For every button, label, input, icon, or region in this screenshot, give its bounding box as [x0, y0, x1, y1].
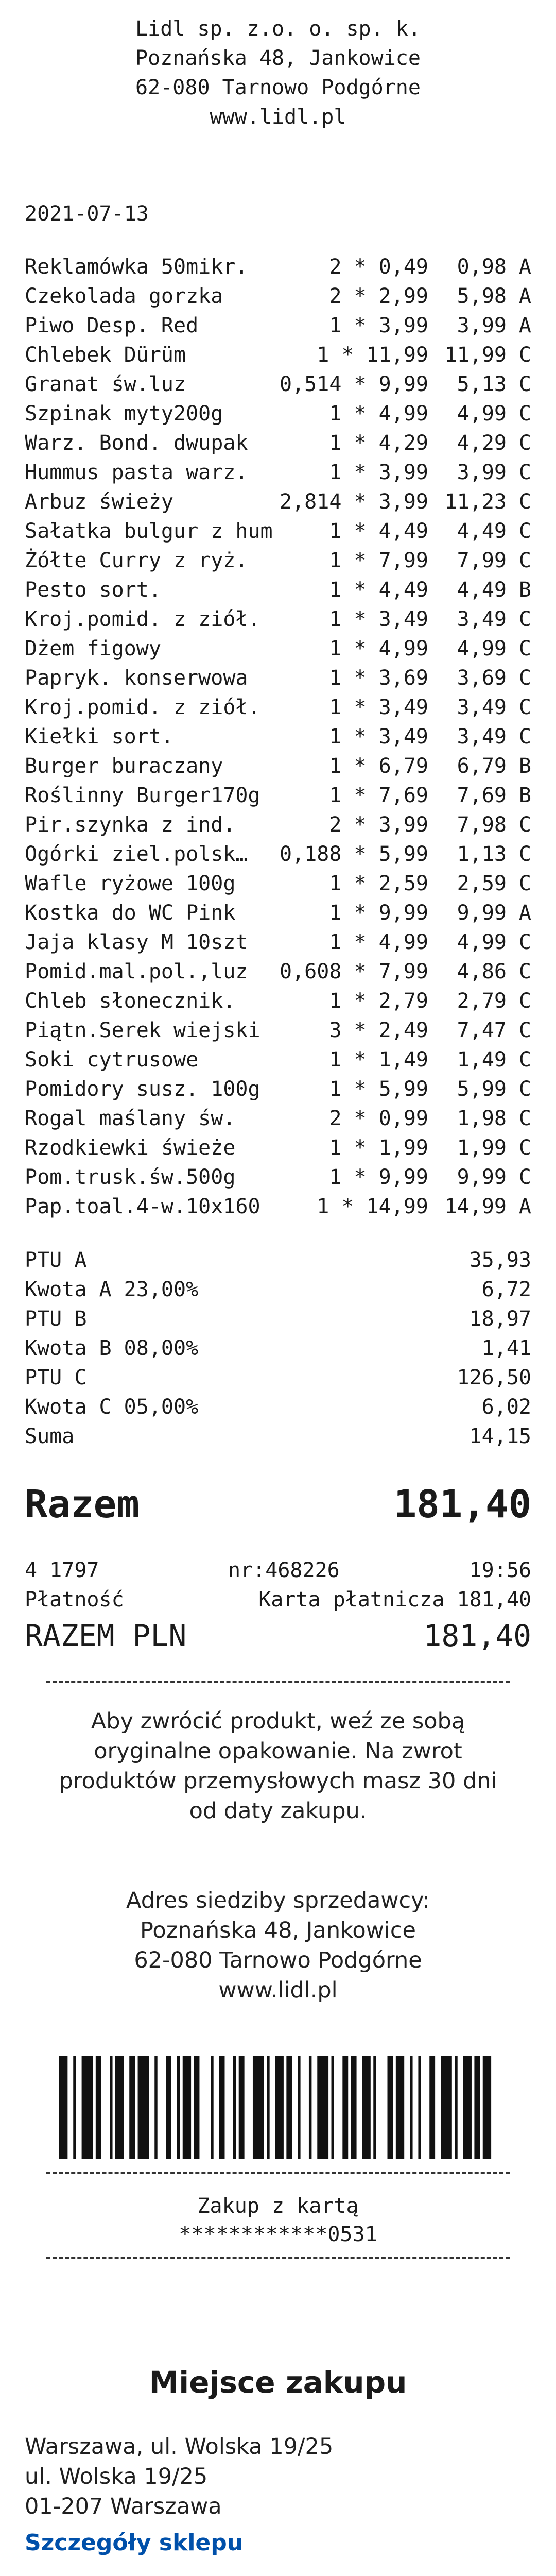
- item-quantity-price: 1 * 6,79: [329, 754, 428, 778]
- item-total: 4,86: [457, 960, 507, 984]
- item-total: 4,99: [457, 402, 507, 426]
- card-purchase-label: Zakup z kartą: [197, 2194, 359, 2218]
- barcode-bar: [219, 2056, 225, 2159]
- item-name: Piątn.Serek wiejski: [25, 1019, 260, 1042]
- item-vat: C: [518, 549, 531, 572]
- tax-label: Kwota A 23,00%: [25, 1278, 199, 1301]
- tax-row: [25, 1275, 531, 1304]
- payment-label: Płatność: [25, 1588, 124, 1612]
- tax-summary: [25, 1246, 531, 1451]
- item-quantity-price: 1 * 3,99: [329, 314, 428, 337]
- item-vat: C: [518, 1136, 531, 1160]
- item-total: 2,79: [457, 989, 507, 1013]
- item-vat: C: [518, 813, 531, 837]
- barcode-bar: [418, 2056, 421, 2159]
- receipt-item: [25, 458, 531, 487]
- store-details-link[interactable]: Szczegóły sklepu: [25, 2530, 244, 2556]
- item-vat: C: [518, 1107, 531, 1130]
- item-list: [25, 252, 531, 1222]
- receipt-item: [25, 810, 531, 840]
- item-quantity-price: 1 * 2,79: [329, 989, 428, 1013]
- tax-value: 35,93: [469, 1248, 531, 1272]
- divider: [46, 1681, 510, 1683]
- item-vat: C: [518, 725, 531, 749]
- store-address-line: Warszawa, ul. Wolska 19/25: [25, 2434, 334, 2460]
- total-value: 181,40: [393, 1482, 531, 1527]
- barcode-bar: [309, 2056, 311, 2159]
- tax-label: Suma: [25, 1425, 75, 1448]
- barcode-bar: [110, 2056, 112, 2159]
- item-name: Pap.toal.4-w.10x160: [25, 1195, 260, 1218]
- receipt-item: [25, 282, 531, 311]
- barcode-bar: [474, 2056, 480, 2159]
- company-street: Poznańska 48, Jankowice: [135, 46, 421, 70]
- receipt-header: [0, 14, 556, 132]
- item-vat: C: [518, 666, 531, 690]
- item-quantity-price: 1 * 3,49: [329, 696, 428, 719]
- receipt-item: [25, 341, 531, 370]
- item-quantity-price: 0,188 * 5,99: [280, 842, 428, 866]
- item-quantity-price: 1 * 9,99: [329, 901, 428, 925]
- transaction-info: [25, 1556, 531, 1615]
- item-name: Wafle ryżowe 100g: [25, 872, 236, 895]
- item-total: 3,99: [457, 461, 507, 484]
- item-vat: C: [518, 989, 531, 1013]
- receipt-item: [25, 928, 531, 957]
- item-vat: A: [518, 284, 531, 308]
- item-vat: C: [518, 1077, 531, 1101]
- item-vat: C: [518, 343, 531, 367]
- barcode-bar: [115, 2056, 124, 2159]
- barcode-bar: [73, 2056, 76, 2159]
- item-quantity-price: 1 * 4,99: [329, 402, 428, 426]
- item-quantity-price: 1 * 5,99: [329, 1077, 428, 1101]
- item-total: 7,99: [457, 549, 507, 572]
- item-quantity-price: 1 * 4,29: [329, 431, 428, 455]
- barcode-bar: [253, 2056, 264, 2159]
- item-total: 4,29: [457, 431, 507, 455]
- terminal-id: 4 1797: [25, 1558, 99, 1582]
- item-total: 11,99: [444, 343, 507, 367]
- item-total: 3,49: [457, 696, 507, 719]
- item-vat: C: [518, 461, 531, 484]
- return-info: Aby zwrócić produkt, weź ze sobą oryginalne opakowanie. Na zwrot produktów przemysłowych masz 30 dni od daty zakupu.: [59, 1708, 497, 1824]
- item-quantity-price: 1 * 3,69: [329, 666, 428, 690]
- barcode-bar: [239, 2056, 245, 2159]
- item-name: Kiełki sort.: [25, 725, 173, 749]
- barcode-bar: [129, 2056, 135, 2159]
- barcode-bar: [166, 2056, 171, 2159]
- tax-label: Kwota B 08,00%: [25, 1336, 199, 1360]
- item-total: 1,49: [457, 1048, 507, 1072]
- item-name: Sałatka bulgur z hum: [25, 519, 273, 543]
- item-total: 7,69: [457, 784, 507, 807]
- item-name: Pir.szynka z ind.: [25, 813, 236, 837]
- tax-row: [25, 1246, 531, 1275]
- item-quantity-price: 1 * 7,69: [329, 784, 428, 807]
- tax-row: [25, 1363, 531, 1393]
- seller-address-line: 62-080 Tarnowo Podgórne: [134, 1947, 422, 1973]
- item-name: Żółte Curry z ryż.: [25, 549, 248, 572]
- item-quantity-price: 0,514 * 9,99: [280, 372, 428, 396]
- item-total: 11,23: [444, 490, 507, 514]
- tax-value: 14,15: [469, 1425, 531, 1448]
- item-vat: C: [518, 607, 531, 631]
- receipt-item: [25, 869, 531, 899]
- receipt-item: [25, 517, 531, 546]
- receipt-item: [25, 1045, 531, 1075]
- seller-address-line: Poznańska 48, Jankowice: [140, 1918, 416, 1943]
- payment-value: Karta płatnicza 181,40: [258, 1588, 531, 1612]
- receipt-item: [25, 311, 531, 341]
- barcode-bar: [96, 2056, 101, 2159]
- item-total: 3,69: [457, 666, 507, 690]
- item-name: Kostka do WC Pink: [25, 901, 236, 925]
- item-quantity-price: 0,608 * 7,99: [280, 960, 428, 984]
- tax-label: Kwota C 05,00%: [25, 1395, 199, 1419]
- item-vat: C: [518, 1019, 531, 1042]
- item-quantity-price: 1 * 7,99: [329, 549, 428, 572]
- item-name: Czekolada gorzka: [25, 284, 223, 308]
- item-vat: A: [518, 901, 531, 925]
- item-quantity-price: 2 * 3,99: [329, 813, 428, 837]
- item-quantity-price: 2 * 2,99: [329, 284, 428, 308]
- total-pln-label: RAZEM PLN: [25, 1618, 187, 1653]
- tax-label: PTU B: [25, 1307, 87, 1331]
- receipt-item: [25, 664, 531, 693]
- receipt-item: [25, 634, 531, 664]
- receipt-item: [25, 399, 531, 429]
- item-vat: C: [518, 1048, 531, 1072]
- item-name: Reklamówka 50mikr.: [25, 255, 248, 279]
- item-quantity-price: 2 * 0,99: [329, 1107, 428, 1130]
- item-total: 5,98: [457, 284, 507, 308]
- barcode-bar: [342, 2056, 348, 2159]
- receipt-item: [25, 1163, 531, 1192]
- item-total: 3,49: [457, 607, 507, 631]
- barcode-bar: [59, 2056, 67, 2159]
- item-vat: B: [518, 578, 531, 602]
- barcode-bar: [429, 2056, 435, 2159]
- item-quantity-price: 1 * 14,99: [317, 1195, 428, 1218]
- barcode-bar: [267, 2056, 269, 2159]
- receipt-item: [25, 575, 531, 605]
- item-total: 7,47: [457, 1019, 507, 1042]
- card-purchase: [0, 2192, 556, 2249]
- seller-address-title: Adres siedziby sprzedawcy:: [126, 1888, 430, 1913]
- divider: [46, 2257, 510, 2259]
- item-total: 4,49: [457, 578, 507, 602]
- item-vat: C: [518, 1165, 531, 1189]
- store-address-line: 01-207 Warszawa: [25, 2494, 222, 2519]
- barcode-bar: [154, 2056, 157, 2159]
- barcode-bar: [275, 2056, 284, 2159]
- item-vat: C: [518, 519, 531, 543]
- receipt-item: [25, 1133, 531, 1163]
- item-name: Pomid.mal.pol.,luz: [25, 960, 248, 984]
- item-vat: B: [518, 784, 531, 807]
- item-quantity-price: 1 * 4,99: [329, 930, 428, 954]
- receipt-item: [25, 546, 531, 575]
- item-vat: A: [518, 255, 531, 279]
- item-vat: B: [518, 754, 531, 778]
- tax-label: PTU A: [25, 1248, 87, 1272]
- item-name: Roślinny Burger170g: [25, 784, 260, 807]
- receipt-item: [25, 1104, 531, 1133]
- item-name: Arbuz świeży: [25, 490, 173, 514]
- item-total: 3,99: [457, 314, 507, 337]
- receipt-item: [25, 752, 531, 781]
- store-address: [25, 2432, 333, 2521]
- receipt-item: [25, 429, 531, 458]
- receipt-item: [25, 605, 531, 634]
- item-total: 7,98: [457, 813, 507, 837]
- item-name: Chlebek Dürüm: [25, 343, 186, 367]
- receipt-item: [25, 899, 531, 928]
- barcode-bar: [183, 2056, 191, 2159]
- item-vat: C: [518, 872, 531, 895]
- item-quantity-price: 1 * 3,99: [329, 461, 428, 484]
- item-name: Dżem figowy: [25, 637, 161, 660]
- item-name: Rzodkiewki świeże: [25, 1136, 236, 1160]
- item-quantity-price: 1 * 4,49: [329, 519, 428, 543]
- tax-value: 6,72: [481, 1278, 531, 1301]
- item-quantity-price: 3 * 2,49: [329, 1019, 428, 1042]
- item-total: 5,99: [457, 1077, 507, 1101]
- barcode-bar: [286, 2056, 292, 2159]
- barcode-bar: [441, 2056, 452, 2159]
- item-vat: A: [518, 314, 531, 337]
- item-total: 3,49: [457, 725, 507, 749]
- receipt-item: [25, 1016, 531, 1045]
- item-vat: C: [518, 402, 531, 426]
- barcode-bar: [82, 2056, 93, 2159]
- barcode-bar: [194, 2056, 200, 2159]
- item-vat: C: [518, 696, 531, 719]
- tax-row: [25, 1334, 531, 1363]
- item-name: Pomidory susz. 100g: [25, 1077, 260, 1101]
- item-total: 4,99: [457, 637, 507, 660]
- total-pln-value: 181,40: [423, 1618, 531, 1653]
- seller-address-line: www.lidl.pl: [218, 1977, 338, 2003]
- card-number: ************0531: [179, 2223, 377, 2246]
- item-total: 9,99: [457, 1165, 507, 1189]
- item-name: Rogal maślany św.: [25, 1107, 236, 1130]
- barcode-bar: [455, 2056, 457, 2159]
- barcode-bar: [483, 2056, 491, 2159]
- barcode-bar: [332, 2056, 334, 2159]
- item-vat: C: [518, 930, 531, 954]
- company-name: Lidl sp. z.o. o. sp. k.: [135, 17, 421, 41]
- item-name: Pom.trusk.św.500g: [25, 1165, 236, 1189]
- item-total: 4,49: [457, 519, 507, 543]
- tax-value: 1,41: [481, 1336, 531, 1360]
- item-total: 14,99: [444, 1195, 507, 1218]
- barcode: [59, 2056, 497, 2159]
- item-quantity-price: 2 * 0,49: [329, 255, 428, 279]
- item-total: 4,99: [457, 930, 507, 954]
- item-name: Hummus pasta warz.: [25, 461, 248, 484]
- item-name: Jaja klasy M 10szt: [25, 930, 248, 954]
- item-vat: C: [518, 960, 531, 984]
- barcode-bar: [317, 2056, 328, 2159]
- item-total: 5,13: [457, 372, 507, 396]
- item-total: 6,79: [457, 754, 507, 778]
- total-pln-row: [25, 1618, 531, 1654]
- total-label: Razem: [25, 1482, 140, 1527]
- store-address-line: ul. Wolska 19/25: [25, 2464, 208, 2489]
- item-quantity-price: 1 * 4,49: [329, 578, 428, 602]
- receipt-item: [25, 840, 531, 869]
- seller-address: [46, 1886, 510, 2005]
- barcode-bar: [298, 2056, 300, 2159]
- tax-row: [25, 1393, 531, 1422]
- item-name: Kroj.pomid. z ziół.: [25, 607, 260, 631]
- receipt-item: [25, 1075, 531, 1104]
- item-name: Warz. Bond. dwupak: [25, 431, 248, 455]
- barcode-bar: [233, 2056, 236, 2159]
- item-name: Szpinak myty200g: [25, 402, 223, 426]
- tax-value: 6,02: [481, 1395, 531, 1419]
- total-row: [25, 1479, 531, 1530]
- item-total: 1,13: [457, 842, 507, 866]
- item-vat: C: [518, 372, 531, 396]
- barcode-bar: [396, 2056, 404, 2159]
- barcode-bar: [351, 2056, 357, 2159]
- item-total: 0,98: [457, 255, 507, 279]
- item-quantity-price: 1 * 11,99: [317, 343, 428, 367]
- item-quantity-price: 1 * 1,99: [329, 1136, 428, 1160]
- tax-row: [25, 1304, 531, 1334]
- item-name: Ogórki ziel.polsk…: [25, 842, 248, 866]
- receipt-item: [25, 722, 531, 752]
- transaction-time: 19:56: [469, 1558, 531, 1582]
- item-name: Soki cytrusowe: [25, 1048, 199, 1072]
- receipt-item: [25, 1192, 531, 1222]
- item-vat: C: [518, 842, 531, 866]
- receipt-item: [25, 957, 531, 987]
- receipt-item: [25, 252, 531, 282]
- receipt-item: [25, 487, 531, 517]
- item-vat: C: [518, 431, 531, 455]
- item-vat: C: [518, 637, 531, 660]
- item-vat: A: [518, 1195, 531, 1218]
- item-name: Burger buraczany: [25, 754, 223, 778]
- receipt-date: 2021-07-13: [25, 202, 149, 226]
- item-total: 2,59: [457, 872, 507, 895]
- barcode-bar: [463, 2056, 472, 2159]
- item-total: 1,98: [457, 1107, 507, 1130]
- item-vat: C: [518, 490, 531, 514]
- purchase-place-title: Miejsce zakupu: [149, 2365, 407, 2400]
- item-quantity-price: 1 * 3,49: [329, 725, 428, 749]
- tax-row: [25, 1422, 531, 1451]
- barcode-bar: [362, 2056, 370, 2159]
- barcode-bar: [211, 2056, 213, 2159]
- barcode-bar: [410, 2056, 412, 2159]
- item-quantity-price: 1 * 4,99: [329, 637, 428, 660]
- barcode-bar: [177, 2056, 180, 2159]
- receipt-item: [25, 781, 531, 810]
- item-total: 9,99: [457, 901, 507, 925]
- company-website: www.lidl.pl: [210, 105, 346, 129]
- tax-label: PTU C: [25, 1366, 87, 1389]
- item-quantity-price: 2,814 * 3,99: [280, 490, 428, 514]
- item-name: Pesto sort.: [25, 578, 161, 602]
- item-total: 1,99: [457, 1136, 507, 1160]
- item-name: Chleb słonecznik.: [25, 989, 236, 1013]
- receipt-item: [25, 987, 531, 1016]
- tax-value: 126,50: [457, 1366, 531, 1389]
- item-name: Piwo Desp. Red: [25, 314, 199, 337]
- receipt-item: [25, 370, 531, 399]
- item-name: Granat św.luz: [25, 372, 186, 396]
- company-city: 62-080 Tarnowo Podgórne: [135, 76, 421, 99]
- item-quantity-price: 1 * 2,59: [329, 872, 428, 895]
- item-name: Kroj.pomid. z ziół.: [25, 696, 260, 719]
- receipt-item: [25, 693, 531, 722]
- barcode-bar: [373, 2056, 376, 2159]
- barcode-bar: [138, 2056, 149, 2159]
- barcode-bar: [388, 2056, 393, 2159]
- tax-value: 18,97: [469, 1307, 531, 1331]
- item-quantity-price: 1 * 9,99: [329, 1165, 428, 1189]
- receipt-number: nr:468226: [228, 1558, 340, 1582]
- item-quantity-price: 1 * 1,49: [329, 1048, 428, 1072]
- item-name: Papryk. konserwowa: [25, 666, 248, 690]
- item-quantity-price: 1 * 3,49: [329, 607, 428, 631]
- divider: [46, 2172, 510, 2174]
- purchase-place-section: [0, 2303, 556, 2576]
